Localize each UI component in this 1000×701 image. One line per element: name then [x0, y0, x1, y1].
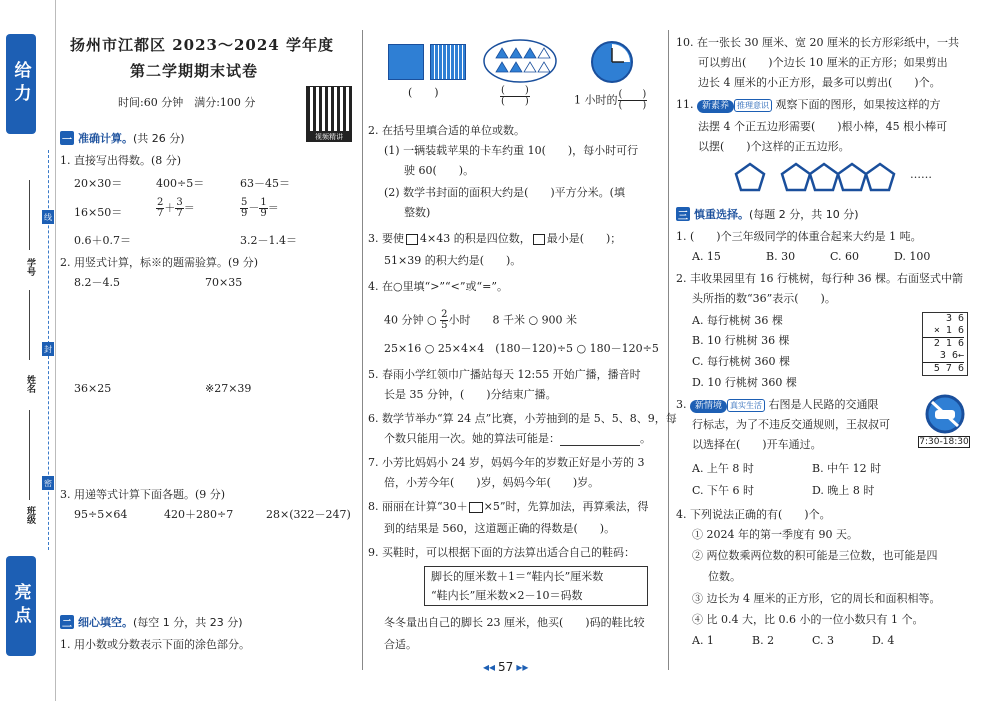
vertical-multiplication: 3 6 × 1 6 2 1 6 3 6← 5 7 6 — [922, 312, 968, 376]
page-number: ◂◂ 57 ▸▸ — [483, 660, 529, 674]
calc-item: ※27×39 — [205, 382, 252, 395]
qr-label: 视频精讲 — [306, 132, 352, 142]
statement: ③ 边长为 4 厘米的正方形，它的周长和面积相等。 — [692, 592, 941, 605]
calc-item: 420＋280÷7 — [164, 508, 234, 521]
fill-q1-prompt: 1. 用小数或分数表示下面的涂色部分。 — [60, 638, 250, 651]
option[interactable]: A. 15 — [692, 250, 721, 263]
option[interactable]: C. 每行桃树 360 棵 — [692, 355, 791, 368]
calc-item: 8.2－4.5 — [74, 276, 120, 289]
statement: ④ 比 0.4 大，比 0.6 小的一位小数只有 1 个。 — [692, 613, 924, 626]
calc-item: 0.6＋0.7＝ — [74, 234, 131, 247]
name-line — [29, 290, 30, 360]
q3-prompt: 3. 用递等式计算下面各题。(9 分) — [60, 488, 226, 501]
statement: ② 两位数乘两位数的积可能是三位数，也可能是四 — [692, 549, 938, 562]
choice-q4: 4. 下列说法正确的有( )个。 — [676, 508, 831, 521]
shaded-square — [388, 44, 424, 80]
badge-top: 给力 — [6, 34, 36, 134]
choice-q3: 3. 新情境 真实生活 右图是人民路的交通限 — [676, 398, 879, 411]
rq10-line: 边长 4 厘米的小正方形，最多可以剪出( )个。 — [698, 76, 941, 89]
exam-subtitle: 第二学期期末试卷 — [130, 62, 259, 80]
option[interactable]: C. 60 — [830, 250, 860, 263]
compare-row: 40 分钟 ○ $\frac{2}{5}$ 小时 8 千米 ○ 900 米 — [384, 309, 578, 331]
triangle-oval — [482, 38, 558, 84]
mq9-line: 冬冬量出自己的脚长 23 厘米，他买( )码的鞋比较 — [384, 616, 645, 629]
calc-item: 70×35 — [205, 276, 243, 289]
fraction-blank: $\frac{( )}{( )}$ — [501, 85, 529, 107]
next-arrow-icon[interactable]: ▸▸ — [516, 660, 529, 674]
continuation-dots: …… — [910, 168, 932, 181]
striped-square — [430, 44, 466, 80]
rq11-line: 以摆( )个这样的正五边形。 — [698, 140, 850, 153]
exam-title: 扬州市江都区 2023～2024 学年度 — [70, 36, 334, 54]
choice-q3: 以选择在( )开车通过。 — [692, 438, 822, 451]
option[interactable]: A. 1 — [692, 634, 714, 647]
mq2-line: (1) 一辆装载苹果的卡车约重 10( )，每小时可行 — [384, 144, 639, 157]
label-student-id: 学号 — [25, 258, 35, 276]
q1-prompt: 1. 直接写出得数。(8 分) — [60, 154, 182, 167]
column-divider — [668, 30, 669, 670]
calc-item: 36×25 — [74, 382, 112, 395]
mq5-line: 5. 春雨小学红领巾广播站每天 12:55 开始广播，播音时 — [368, 368, 641, 381]
q2-prompt: 2. 用竖式计算，标※的题需验算。(9 分) — [60, 256, 259, 269]
option[interactable]: C. 下午 6 时 — [692, 484, 755, 497]
student-id-line — [29, 180, 30, 250]
mq3-line: 51×39 的积大约是( )。 — [384, 254, 522, 267]
rq10-line: 10. 在一张长 30 厘米、宽 20 厘米的长方形彩纸中，一共 — [676, 36, 959, 49]
option[interactable]: A. 每行桃树 36 棵 — [692, 314, 783, 327]
mq8-line: 8. 丽丽在计算“30＋ ×5”时，先算加法，再算乘法，得 — [368, 500, 649, 513]
qr-code[interactable] — [306, 86, 352, 132]
mq2-line: (2) 数学书封面的面积大约是( )平方分米。(填 — [384, 186, 625, 199]
calc-item: 20×30＝ — [74, 177, 123, 190]
mq9-line: 合适。 — [384, 638, 417, 651]
compare-row: 25×16 ○ 25×4×4 (180－120)÷5 ○ 180－120÷5 — [384, 342, 659, 355]
tag-line: 线 — [42, 210, 54, 224]
option[interactable]: D. 4 — [872, 634, 895, 647]
option[interactable]: D. 10 行桃树 360 棵 — [692, 376, 797, 389]
statement: 位数。 — [708, 570, 741, 583]
calc-item: 400÷5＝ — [156, 177, 205, 190]
class-line — [29, 410, 30, 500]
option[interactable]: A. 上午 8 时 — [692, 462, 754, 475]
mq7-line: 倍，小芳今年( )岁，妈妈今年( )岁。 — [384, 476, 600, 489]
mq6-line: 6. 数学节举办“算 24 点”比赛，小芳抽到的是 5、5、8、9，每 — [368, 412, 677, 425]
mq4-prompt: 4. 在○里填“>”“<”或“=”。 — [368, 280, 508, 293]
tag-seal: 封 — [42, 342, 54, 356]
mq2-prompt: 2. 在括号里填合适的单位或数。 — [368, 124, 525, 137]
formula-line: 脚长的厘米数＋1＝“鞋内长”厘米数 — [431, 570, 604, 583]
option[interactable]: D. 100 — [894, 250, 931, 263]
choice-q2: 2. 丰收果园里有 16 行桃树，每行种 36 棵。右面竖式中箭 — [676, 272, 963, 285]
calc-item: 63－45＝ — [240, 177, 290, 190]
calc-item: 28×(322－247) — [266, 508, 351, 521]
time-info: 时间:60 分钟 满分:100 分 — [118, 96, 256, 109]
mq5-line: 长是 35 分钟，( )分结束广播。 — [384, 388, 557, 401]
answer-blank: ( ) — [408, 86, 439, 99]
formula-line: “鞋内长”厘米数×2－10＝码数 — [431, 589, 583, 602]
choice-q1: 1. ( )个三年级同学的体重合起来大约是 1 吨。 — [676, 230, 922, 243]
mq2-line: 整数) — [404, 206, 431, 219]
fraction-diff: $\frac{5}{9}$ － $\frac{1}{9}$ ＝ — [241, 197, 279, 219]
mq6-line: 个数只能用一次。她的算法可能是： 。 — [384, 432, 651, 445]
statement: ① 2024 年的第一季度有 90 天。 — [692, 528, 858, 541]
calc-item: 3.2－1.4＝ — [240, 234, 297, 247]
label-class: 班级 — [25, 506, 35, 524]
rq11-line: 11. 新素养 推理意识 观察下面的图形，如果按这样的方 — [676, 98, 941, 111]
mq7-line: 7. 小芳比妈妈小 24 岁，妈妈今年的岁数正好是小芳的 3 — [368, 456, 645, 469]
option[interactable]: B. 10 行桃树 36 棵 — [692, 334, 790, 347]
option[interactable]: C. 3 — [812, 634, 835, 647]
rq11-line: 法摆 4 个正五边形需要( )根小棒，45 根小棒可 — [698, 120, 948, 133]
column-divider — [362, 30, 363, 670]
choice-q2: 头所指的数“36”表示( )。 — [692, 292, 836, 305]
choice-q3: 行标志，为了不违反交通规则，王叔叔可 — [692, 418, 890, 431]
no-car-sign-icon — [922, 394, 968, 434]
calc-item: 95÷5×64 — [74, 508, 128, 521]
option[interactable]: D. 晚上 8 时 — [812, 484, 875, 497]
option[interactable]: B. 中午 12 时 — [812, 462, 882, 475]
mq8-line: 到的结果是 560，这道题正确的得数是( )。 — [384, 522, 616, 535]
badge-bottom: 亮点 — [6, 556, 36, 656]
clock-icon — [590, 40, 634, 84]
option[interactable]: B. 2 — [752, 634, 775, 647]
option[interactable]: B. 30 — [766, 250, 796, 263]
pentagon-pattern — [730, 160, 910, 196]
section-2-heading: 二 细心填空。 (每空 1 分，共 23 分) — [62, 616, 243, 630]
section-3-heading: 三 慎重选择。 (每题 2 分，共 10 分) — [678, 208, 859, 222]
sign-time: 7:30-18:30 — [919, 437, 969, 447]
calc-item: 16×50＝ — [74, 206, 123, 219]
clock-prompt: 1 小时的 $\frac{( )}{( )}$ — [574, 89, 647, 111]
mq9-prompt: 9. 买鞋时，可以根据下面的方法算出适合自己的鞋码： — [368, 546, 635, 559]
mq2-line: 驶 60( )。 — [404, 164, 475, 177]
formula-box — [424, 566, 648, 606]
rq10-line: 可以剪出( )个边长 10 厘米的正方形；如果剪出 — [698, 56, 948, 69]
tag-secret: 密 — [42, 476, 54, 490]
fraction-sum: $\frac{2}{7}$ ＋ $\frac{3}{7}$ ＝ — [157, 197, 195, 219]
label-name: 姓名 — [25, 375, 35, 393]
binding-margin — [0, 0, 56, 701]
mq3-line: 3. 要使 4×43 的积是四位数， 最小是( )； — [368, 232, 622, 245]
section-1-heading: 一 准确计算。 (共 26 分) — [62, 132, 185, 146]
prev-arrow-icon[interactable]: ◂◂ — [483, 660, 496, 674]
